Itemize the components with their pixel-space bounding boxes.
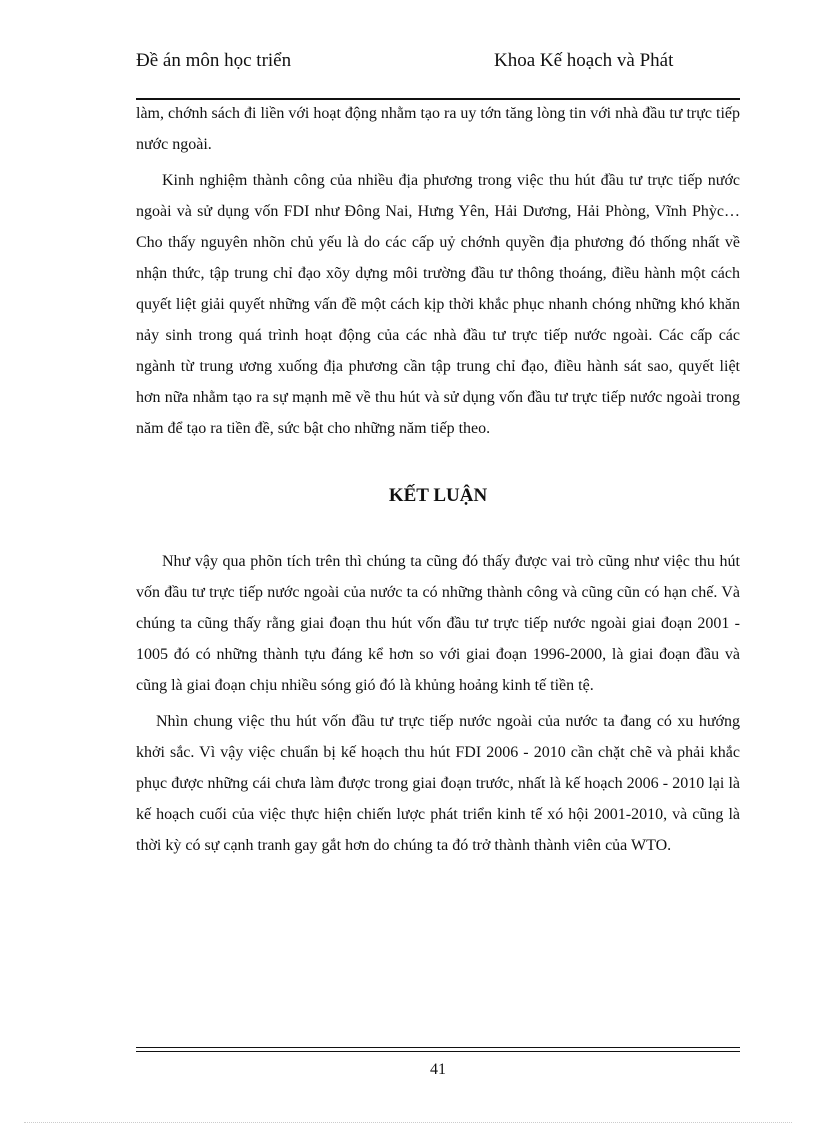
section-title-conclusion: KẾT LUẬN (388, 485, 488, 506)
paragraph-conclusion-1: Như vậy qua phõn tích trên thì chúng ta cũng đó thấy được vai trò cũng như việc thu hút vốn đầu tư trực tiếp nước ngoài của nước ta có những thành công và cũng cũn có hạn chế. Và chúng ta cũng thấy rằng giai đoạn thu hút vốn đầu tư trực tiếp nước ngoài giai đoạn 2001 - 1005 đó có những thành tựu đáng kể hơn so với giai đoạn 1996-2000, là giai đoạn đầu và cũng là giai đoạn chịu nhiều sóng gió đó là khủng hoảng kinh tế tiền tệ. (136, 553, 740, 694)
page-number: 41 (430, 1061, 446, 1078)
footer-divider-bottom (136, 1051, 740, 1052)
page-header (136, 49, 740, 99)
footer-divider-top (136, 1047, 740, 1048)
header-course-title: Đề án môn học triển (136, 50, 292, 71)
document-body (136, 98, 740, 861)
paragraph-conclusion-2: Nhìn chung việc thu hút vốn đầu tư trực tiếp nước ngoài của nước ta đang có xu hướng khởi sắc. Vì vậy việc chuẩn bị kế hoạch thu hút FDI 2006 - 2010 cần chặt chẽ và phải khắc phục được những cái chưa làm được trong giai đoạn trước, nhất là kế hoạch 2006 - 2010 lại là kế hoạch cuối của việc thực hiện chiến lược phát triển kinh tế xó hội 2001-2010, và cũng là thời kỳ có sự cạnh tranh gay gắt hơn do chúng ta đó trở thành thành viên của WTO. (136, 713, 740, 854)
paragraph-continued: làm, chớnh sách đi liền với hoạt động nhằm tạo ra uy tớn tăng lòng tin với nhà đầu tư trực tiếp nước ngoài. (136, 105, 740, 153)
header-faculty-name: Khoa Kế hoạch và Phát (494, 50, 674, 71)
paragraph-experience: Kinh nghiệm thành công của nhiều địa phương trong việc thu hút đầu tư trực tiếp nước ngoài và sử dụng vốn FDI như Đông Nai, Hưng Yên, Hải Dương, Hải Phòng, Vĩnh Phỳc…Cho thấy nguyên nhõn chủ yếu là do các cấp uỷ chớnh quyền địa phương đó thống nhất về nhận thức, tập trung chỉ đạo xõy dựng môi trường đầu tư thông thoáng, điều hành một cách quyết liệt giải quyết những vấn đề một cách kịp thời khắc phục nhanh chóng những khó khăn nảy sinh trong quá trình hoạt động của các nhà đầu tư trực tiếp nước ngoài. Các cấp các ngành từ trung ương xuống địa phương cần tập trung chỉ đạo, điều hành sát sao, quyết liệt hơn nữa nhằm tạo ra sự mạnh mẽ về thu hút và sử dụng vốn đầu tư trực tiếp nước ngoài trong năm để tạo ra tiền đề, sức bật cho những năm tiếp theo. (136, 172, 740, 437)
